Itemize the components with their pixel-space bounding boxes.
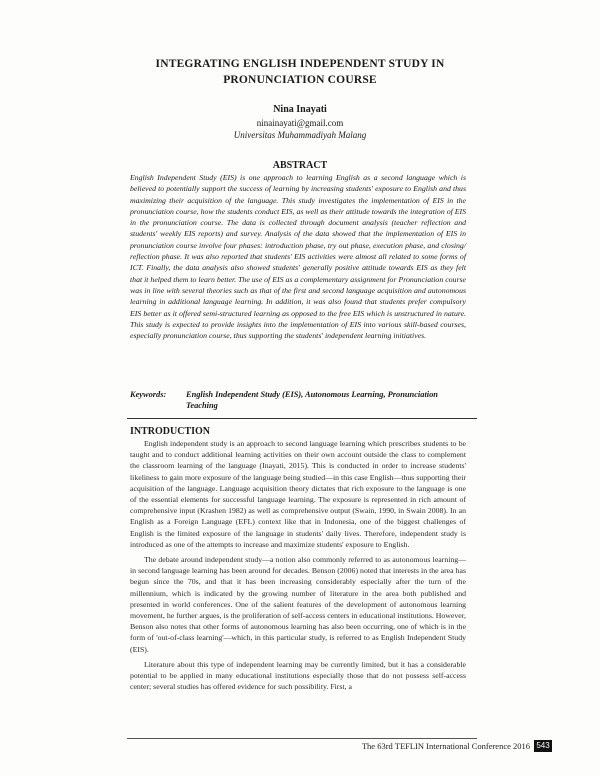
abstract-text: English Independent Study (EIS) is one approach to learning English as a second language which is believed to potentially support the success of learning by increasing students' exposure to English and thus maximizing their acquisition of the language. This study investigates the implementation of EIS in the pronunciation course, how the students conduct EIS, as well as their attitude towards the integration of EIS in the pronunciation course. The data is collected through document analysis (teacher reflection and students' weekly EIS reports) and survey. Analysis of the data showed that the implementation of EIS in pronunciation course involve four phases: introduction phase, try out phase, execution phase, and closing/ reflection phase. It was also reported that students' EIS activities were almost all related to some forms of ICT. Finally, the data analysis also showed students' generally positive attitude towards EIS as they felt that it helped them to learn better. The use of EIS as a complementary assignment for Pronunciation course was in line with several theories such as that of the first and second language acquisition and autonomous learning in additional language learning. In addition, it was also found that students prefer compulsory EIS better as it offered semi-structured learning as opposed to the free EIS which is unstructured in nature. This study is expected to provide insights into the implementation of EIS into various skill-based courses, especially pronunciation course, thus supporting the students' independent learning initiatives. (130, 173, 466, 341)
conference-footer: The 63rd TEFLIN International Conference 2016 (361, 741, 530, 751)
author-affiliation: Universitas Muhammadiyah Malang (233, 130, 367, 140)
footer-divider (127, 738, 477, 739)
introduction-paragraph: The debate around independent study—a notion also commonly referred to as autonomous learning—in second language learning has been around for decades. Benson (2006) noted that interests in the area has begun since the 70s, and that it has been increasing considerably especially after the turn of the millennium, which is indicated by the growing number of literature in the area both published and presented in world conferences. One of the salient features of the development of autonomous learning movement, he further argues, is the proliferation of self-access centers in educational institutions. However, Benson also notes that other forms of autonomous learning has also been occurring, one of which is in the form of 'out-of-class learning'—which, in this particular study, is referred to as English Independent Study (EIS). (130, 555, 466, 654)
section-divider (127, 418, 477, 419)
introduction-paragraph: Literature about this type of independent learning may be currently limited, but it has a considerable potential to be applied in many educational institutions especially those that do not possess self-access center; several studies has offered evidence for such possibility. First, a (130, 659, 466, 692)
keywords-text: English Independent Study (EIS), Autonomous Learning, Pronunciation Teaching (186, 390, 438, 410)
introduction-body (130, 438, 466, 696)
introduction-heading: INTRODUCTION (130, 426, 211, 437)
author-email: ninainayati@gmail.com (256, 118, 344, 128)
paper-title: INTEGRATING ENGLISH INDEPENDENT STUDY IN PRONUNCIATION COURSE (155, 58, 445, 86)
author-name: Nina Inayati (273, 104, 327, 115)
page-number: 543 (534, 740, 552, 752)
introduction-paragraph: English independent study is an approach to second language learning which prescribes students to be taught and to conduct additional learning activities on their own account outside the class to complement the classroom learning of the language (Inayati, 2015). This is conducted in order to increase students' likeliness to gain more exposure of the language being studied—in this case English—thus supporting their acquisition of the language. Language acquisition theory dictates that rich exposure to the language is one of the essential elements for successful language learning. The exposure is represented in rich amount of comprehensive input (Krashen 1982) as well as comprehensive output (Swain, 1990, in Swain 2008). In an English as a Foreign Language (EFL) context like that in Indonesia, one of the biggest challenges of English is the limited exposure of the language in students' daily lives. Therefore, independent study is introduced as one of the attempts to increase and maximize students' exposure to English. (130, 439, 466, 549)
keywords-line (130, 389, 470, 411)
keywords-label: Keywords: (130, 390, 167, 399)
abstract-heading: ABSTRACT (272, 160, 328, 171)
